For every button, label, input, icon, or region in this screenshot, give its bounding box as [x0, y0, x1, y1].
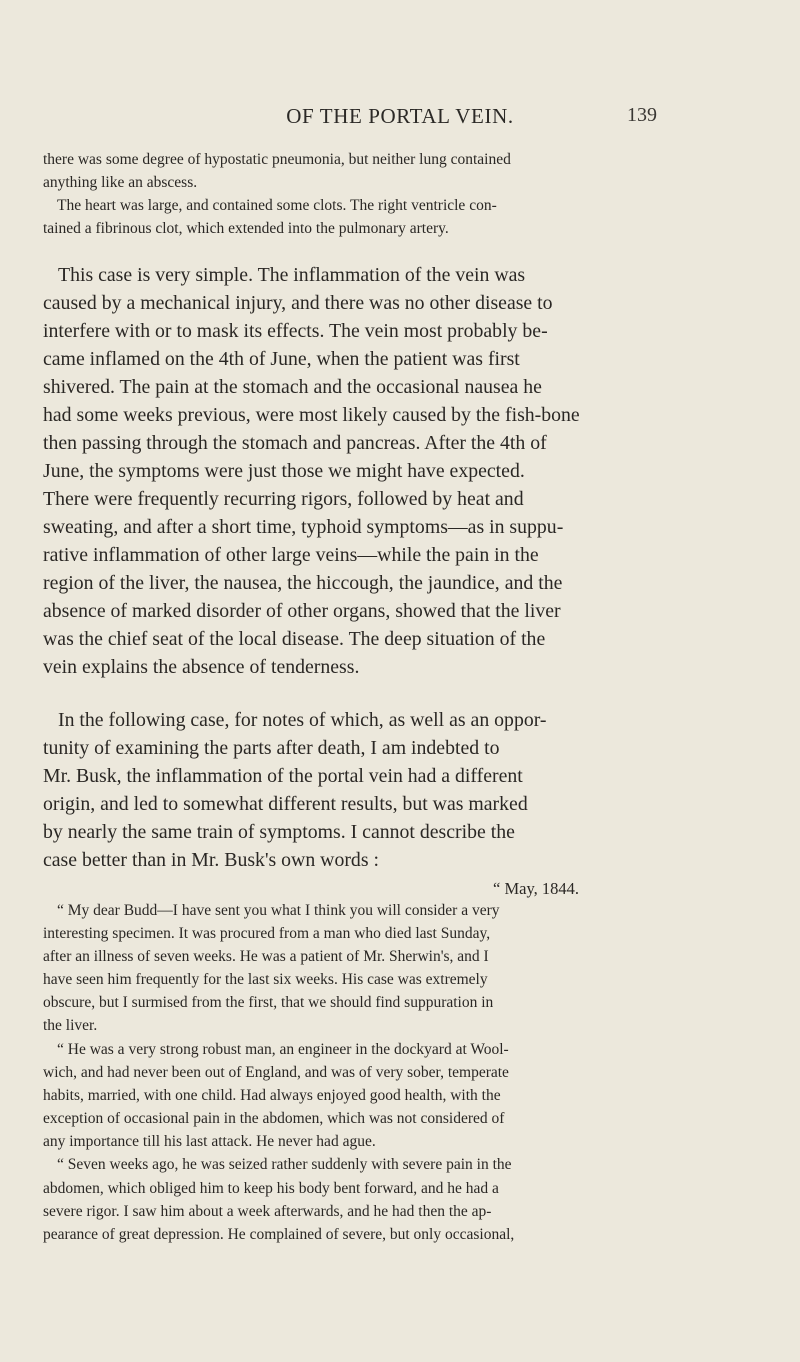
running-title: OF THE PORTAL VEIN. — [286, 104, 514, 128]
text-line: rative inflammation of other large veins—while the pain in the — [43, 544, 539, 566]
text-line: obscure, but I surmised from the first, that we should find suppuration in — [43, 994, 494, 1011]
text-line: after an illness of seven weeks. He was a patient of Mr. Sherwin's, and I — [43, 948, 489, 965]
text-line: there was some degree of hypostatic pneumonia, but neither lung contained — [43, 151, 511, 168]
text-line: anything like an abscess. — [43, 174, 198, 191]
text-line: interesting specimen. It was procured from a man who died last Sunday, — [43, 925, 491, 942]
text-line: caused by a mechanical injury, and there was no other disease to — [43, 292, 553, 314]
text-line: case better than in Mr. Busk's own words : — [43, 849, 379, 871]
text-line: had some weeks previous, were most likely caused by the fish-bone — [43, 404, 580, 426]
text-line: “ Seven weeks ago, he was seized rather suddenly with severe pain in the — [57, 1156, 512, 1173]
text-line: severe rigor. I saw him about a week afterwards, and he had then the ap- — [43, 1203, 492, 1220]
text-line: vein explains the absence of tenderness. — [43, 656, 360, 678]
text-line: sweating, and after a short time, typhoid symptoms—as in suppu- — [43, 516, 564, 538]
text-line: origin, and led to somewhat different results, but was marked — [43, 793, 528, 815]
text-line: habits, married, with one child. Had always enjoyed good health, with the — [43, 1087, 501, 1104]
page-header — [0, 104, 800, 134]
text-line: pearance of great depression. He complained of severe, but only occasional, — [43, 1226, 515, 1243]
text-line: exception of occasional pain in the abdomen, which was not considered of — [43, 1110, 505, 1127]
letter-date: “ May, 1844. — [493, 879, 579, 898]
text-line: wich, and had never been out of England, and was of very sober, temperate — [43, 1064, 509, 1081]
text-line: came inflamed on the 4th of June, when the patient was first — [43, 348, 520, 370]
text-line: by nearly the same train of symptoms. I cannot describe the — [43, 821, 515, 843]
page-number: 139 — [627, 104, 657, 126]
text-line: June, the symptoms were just those we might have expected. — [43, 460, 525, 482]
text-line: interfere with or to mask its effects. The vein most probably be- — [43, 320, 548, 342]
text-line: abdomen, which obliged him to keep his body bent forward, and he had a — [43, 1180, 499, 1197]
text-line: “ My dear Budd—I have sent you what I think you will consider a very — [57, 902, 500, 919]
text-line: tained a fibrinous clot, which extended into the pulmonary artery. — [43, 220, 449, 237]
text-line: any importance till his last attack. He never had ague. — [43, 1133, 376, 1150]
text-line: was the chief seat of the local disease. The deep situation of the — [43, 628, 546, 650]
text-line: Mr. Busk, the inflammation of the portal vein had a different — [43, 765, 523, 787]
text-line: then passing through the stomach and pancreas. After the 4th of — [43, 432, 547, 454]
text-line: The heart was large, and contained some clots. The right ventricle con- — [57, 197, 497, 214]
text-line: This case is very simple. The inflammation of the vein was — [58, 264, 526, 286]
text-line: There were frequently recurring rigors, followed by heat and — [43, 488, 524, 510]
text-line: the liver. — [43, 1017, 98, 1034]
text-line: tunity of examining the parts after death, I am indebted to — [43, 737, 500, 759]
text-line: absence of marked disorder of other organs, showed that the liver — [43, 600, 561, 622]
text-line: In the following case, for notes of which, as well as an oppor- — [58, 709, 547, 731]
text-line: “ He was a very strong robust man, an engineer in the dockyard at Wool- — [57, 1041, 509, 1058]
text-line: have seen him frequently for the last six weeks. His case was extremely — [43, 971, 488, 988]
text-line: region of the liver, the nausea, the hiccough, the jaundice, and the — [43, 572, 563, 594]
text-line: shivered. The pain at the stomach and the occasional nausea he — [43, 376, 542, 398]
